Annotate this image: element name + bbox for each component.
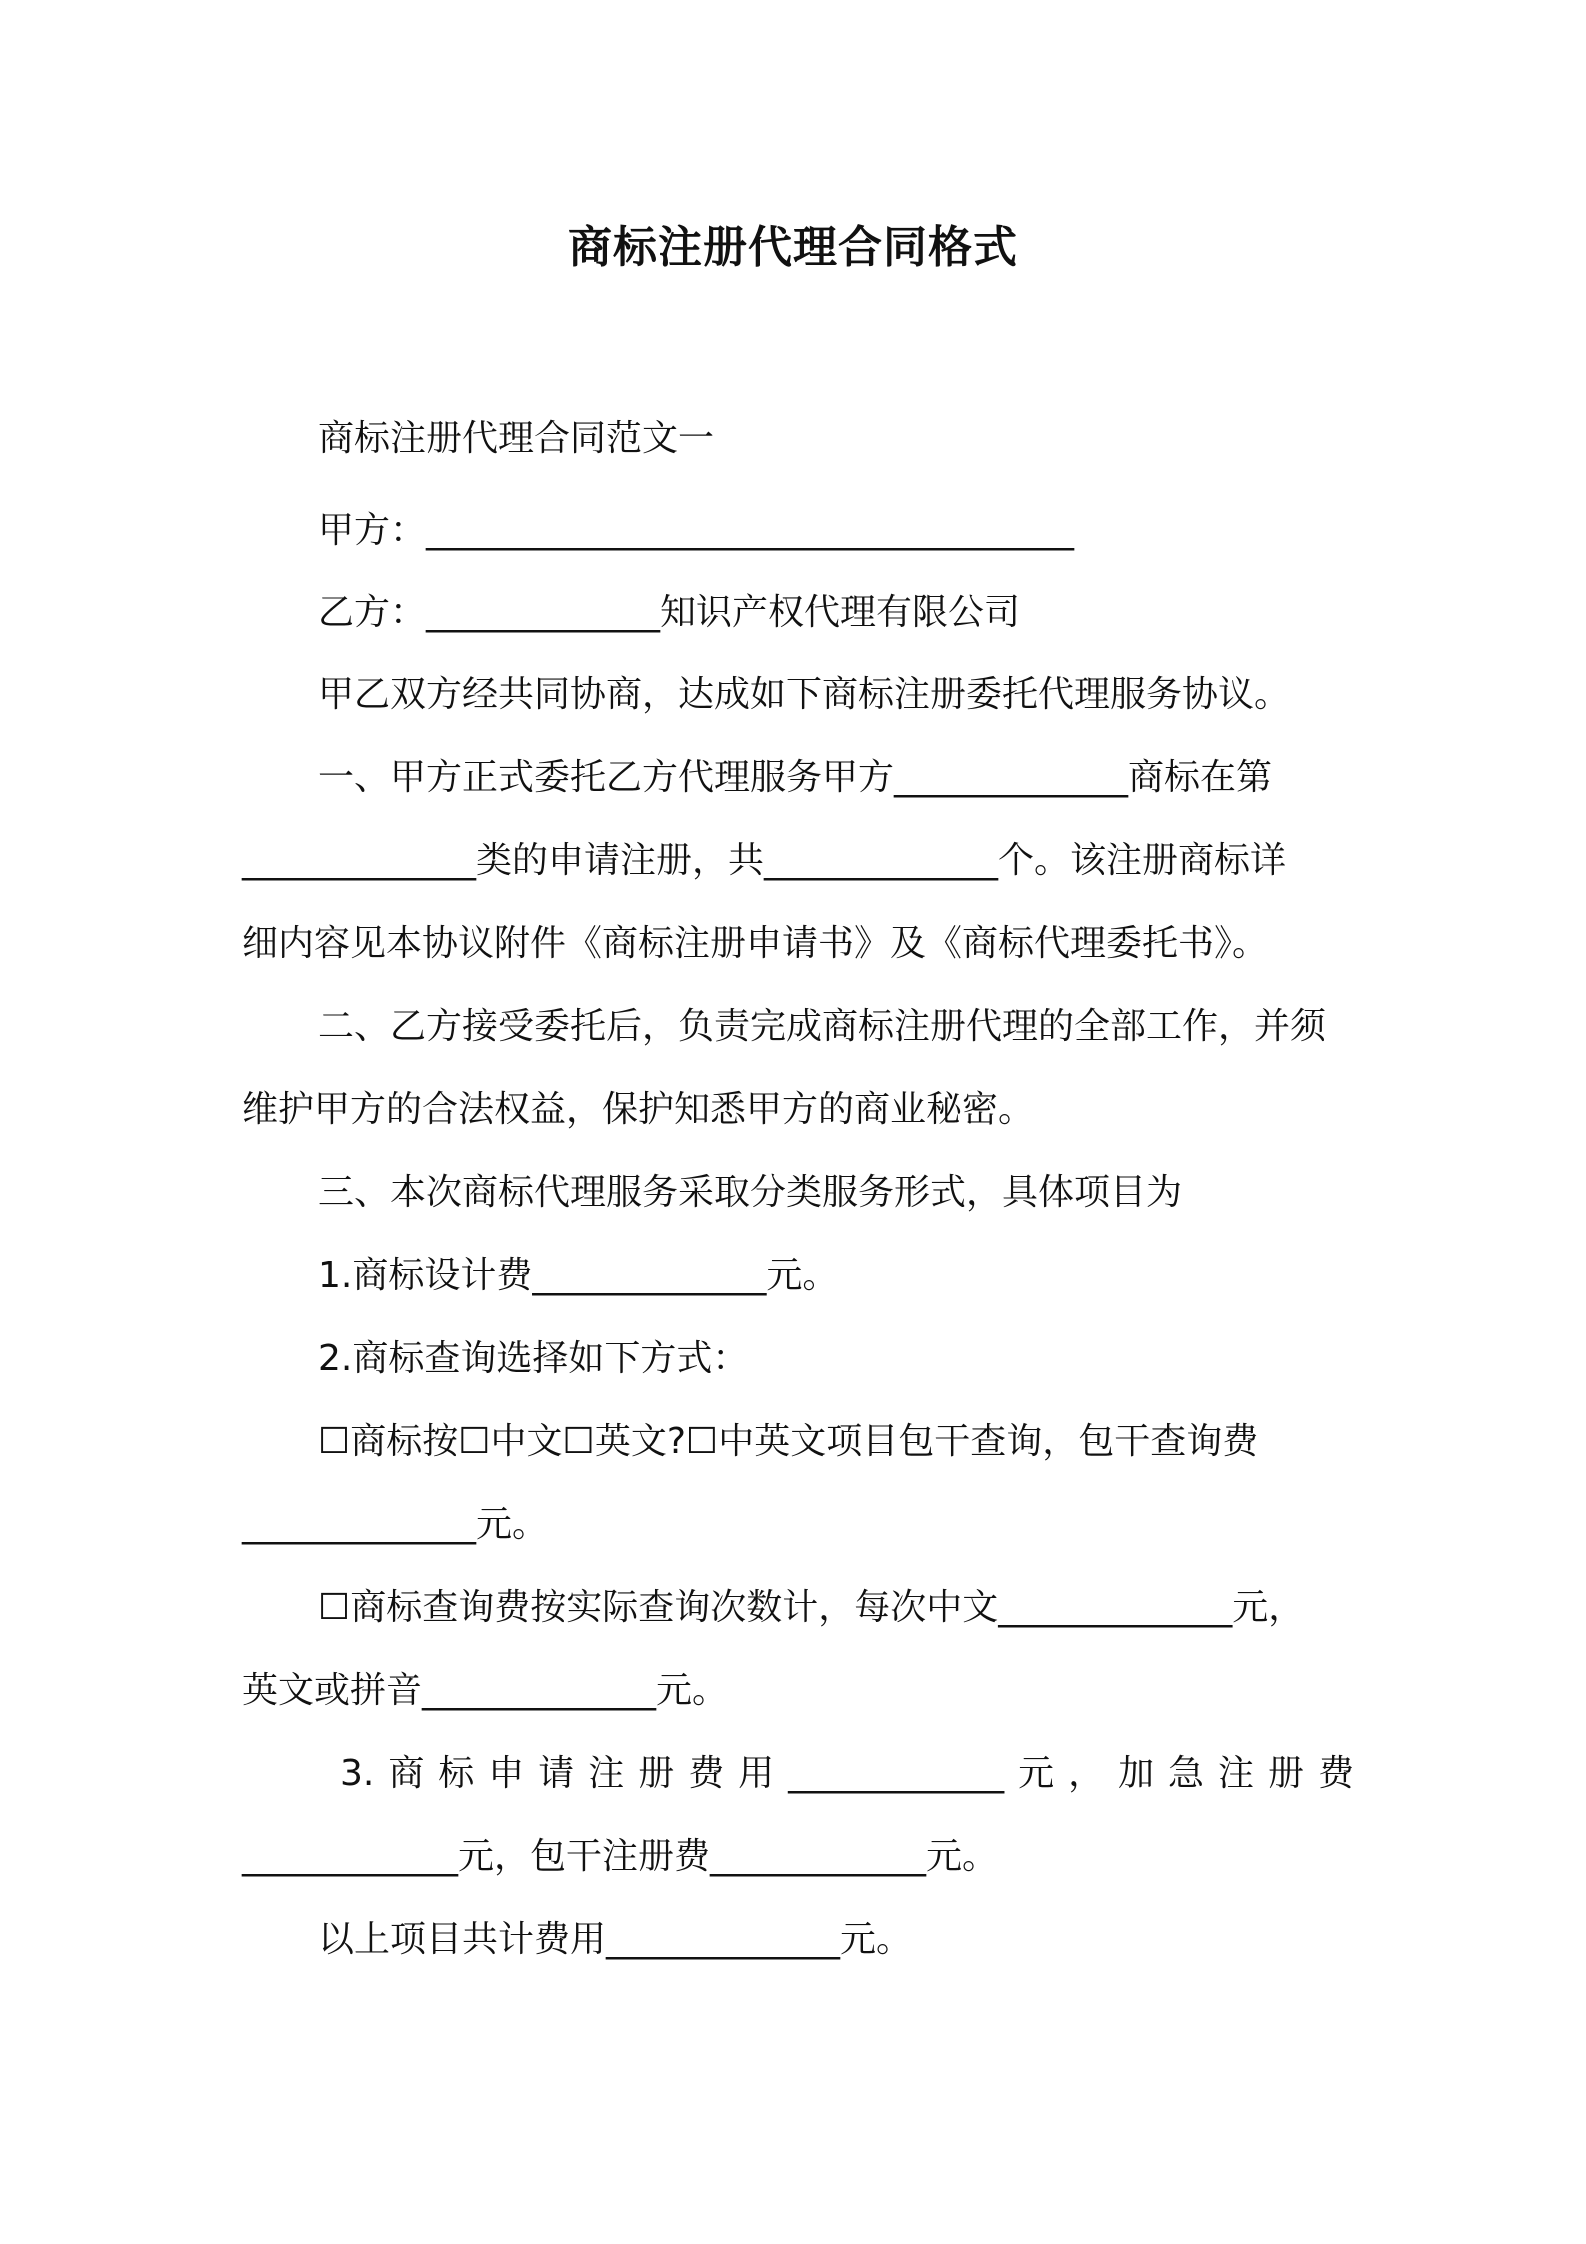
contract-subtitle: 商标注册代理合同范文一 xyxy=(318,418,715,459)
item-2-search-method: 2.商标查询选择如下方式： xyxy=(318,1338,749,1379)
clause-2-line-1: 二、乙方接受委托后，负责完成商标注册代理的全部工作，并须 xyxy=(318,1006,1327,1047)
party-a-line: 甲方：____________________________________ xyxy=(318,510,1075,551)
clause-1-line-3: 细内容见本协议附件《商标注册申请书》及《商标代理委托书》。 xyxy=(242,923,1269,964)
party-b-line: 乙方：_____________知识产权代理有限公司 xyxy=(318,592,1021,633)
search-option-per-query-line-1: ☐商标查询费按实际查询次数计，每次中文_____________元， xyxy=(318,1587,1305,1628)
clause-2-line-2: 维护甲方的合法权益，保护知悉甲方的商业秘密。 xyxy=(242,1089,1035,1130)
total-fee-line: 以上项目共计费用_____________元。 xyxy=(318,1919,913,1960)
item-1-design-fee: 1.商标设计费_____________元。 xyxy=(318,1255,839,1296)
clause-3-heading: 三、本次商标代理服务采取分类服务形式，具体项目为 xyxy=(318,1172,1183,1213)
document-title: 商标注册代理合同格式 xyxy=(568,222,1018,273)
clause-1-line-1: 一、甲方正式委托乙方代理服务甲方_____________商标在第 xyxy=(318,757,1273,798)
search-option-package-line-1: ☐商标按☐中文☐英文?☐中英文项目包干查询，包干查询费 xyxy=(318,1421,1259,1462)
item-3-registration-fee-line-1: 3.商标申请注册费用____________元，加急注册费 xyxy=(340,1753,1354,1794)
clause-1-line-2: _____________类的申请注册，共_____________个。该注册商标详 xyxy=(242,840,1287,881)
search-option-per-query-line-2: 英文或拼音_____________元。 xyxy=(242,1670,729,1711)
agreement-intro: 甲乙双方经共同协商，达成如下商标注册委托代理服务协议。 xyxy=(318,674,1291,715)
item-3-registration-fee-line-2: ____________元，包干注册费____________元。 xyxy=(242,1836,999,1877)
search-option-package-line-2: _____________元。 xyxy=(242,1504,549,1545)
